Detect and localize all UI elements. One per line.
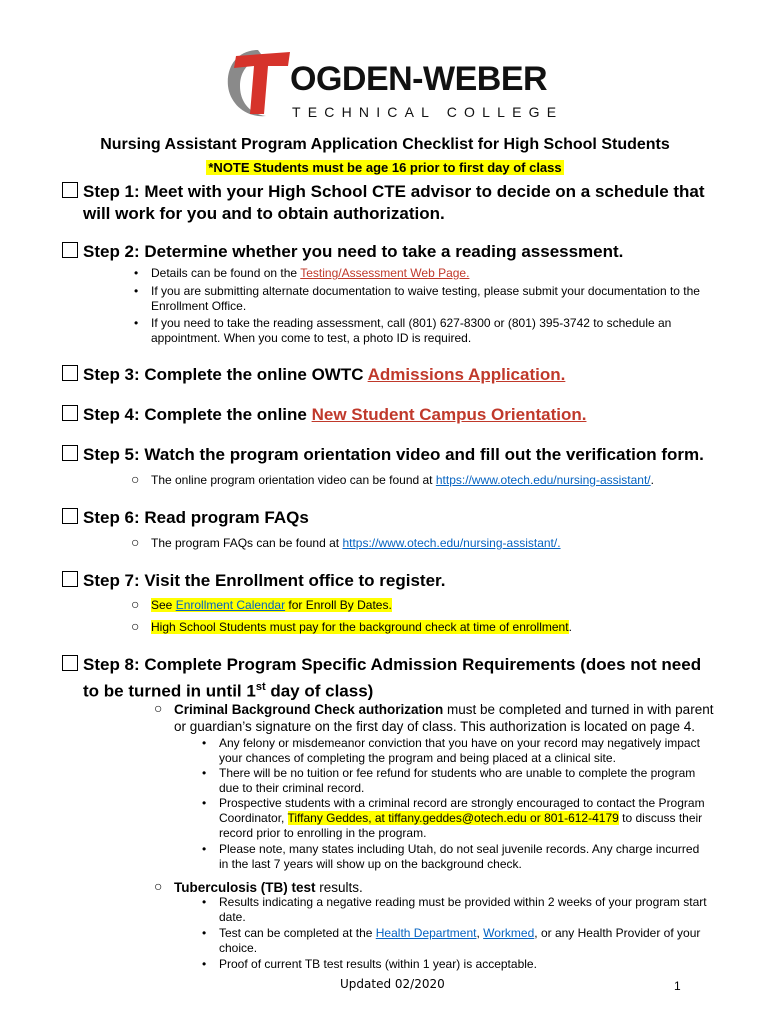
criminal-background-item: ○ Criminal Background Check authorization must be completed and turned in with parent or guardian’s signature on the first day of class. This authorization is located on page 4. [154,700,714,734]
step-8: Step 8: Complete Program Specific Admission Requirements (does not need to be turned in until 1st day of class) [62,654,701,703]
step-5-checkbox[interactable] [62,445,78,461]
age-note-text: *NOTE Students must be age 16 prior to first day of class [208,160,562,175]
step-7 [62,570,445,592]
page-number: 1 [674,979,681,993]
step-7-checkbox[interactable] [62,571,78,587]
health-department-link[interactable]: Health Department [375,926,477,940]
step-1 [62,181,705,225]
tb-bullet-3: • Proof of current TB test results (within 1 year) is acceptable. [202,957,537,971]
college-logo [220,44,564,122]
campus-orientation-link[interactable]: New Student Campus Orientation. [311,405,587,424]
tb-bullet-1: • Results indicating a negative reading must be provided within 2 weeks of your program start date. [202,895,707,924]
step-6 [62,507,309,529]
enrollment-calendar-link[interactable]: Enrollment Calendar [175,598,286,612]
step-1-line-2: will work for you and to obtain authorization. [83,204,445,223]
step-5-item: ○ The online program orientation video can be found at https://www.otech.edu/nursing-assistant/. [131,471,654,487]
step-1-checkbox[interactable] [62,182,78,198]
step-5-text: Step 5: Watch the program orientation video and fill out the verification form. [83,445,704,464]
age-note [0,159,770,177]
step-2-bullet-3: • If you need to take the reading assessment, call (801) 627-8300 or (801) 395-3742 to schedule an appointment. When you come to test, a photo ID is required. [134,316,672,345]
step-6-checkbox[interactable] [62,508,78,524]
orientation-video-link[interactable]: https://www.otech.edu/nursing-assistant/ [435,473,651,487]
step-3-checkbox[interactable] [62,365,78,381]
faq-link[interactable]: https://www.otech.edu/nursing-assistant/. [342,536,561,550]
step-7-text: Step 7: Visit the Enrollment office to register. [83,571,446,590]
cbc-bullet-2: • There will be no tuition or fee refund for students who are unable to complete the program due to their criminal record. [202,766,696,795]
step-7-item-2: ○ High School Students must pay for the background check at time of enrollment. [131,618,572,634]
tb-test-item: ○ Tuberculosis (TB) test results. [154,878,363,895]
cbc-bullet-4: • Please note, many states including Utah, do not seal juvenile records. Any charge incurred in the last 7 years will show up on the background check. [202,842,700,871]
step-5 [62,444,704,466]
step-4-checkbox[interactable] [62,405,78,421]
step-1-line-1: Step 1: Meet with your High School CTE advisor to decide on a schedule that [83,182,705,201]
step-2-bullet-1: • Details can be found on the Testing/Assessment Web Page. [134,266,470,280]
step-3: Step 3: Complete the online OWTC Admissions Application. [62,364,565,386]
logo-name: OGDEN-WEBER [290,60,548,98]
step-2-text: Step 2: Determine whether you need to take a reading assessment. [83,242,624,261]
step-7-item-1: ○ See Enrollment Calendar for Enroll By Dates. [131,596,392,612]
step-8-checkbox[interactable] [62,655,78,671]
tb-bullet-2: • Test can be completed at the Health Department, Workmed, or any Health Provider of your choice. [202,926,701,955]
step-2-checkbox[interactable] [62,242,78,258]
updated-date: Updated 02/2020 [340,977,445,991]
coordinator-contact: Tiffany Geddes, at tiffany.geddes@otech.edu or 801-612-4179 [287,811,619,825]
step-2-bullet-2: • If you are submitting alternate documentation to waive testing, please submit your documentation to the Enrollment Office. [134,284,700,313]
testing-assessment-link[interactable]: Testing/Assessment Web Page. [300,266,470,280]
admissions-application-link[interactable]: Admissions Application. [367,365,566,384]
logo-t-icon [220,44,296,122]
cbc-bullet-3: • Prospective students with a criminal record are strongly encouraged to contact the Program Coordinator, Tiffany Geddes, at tiffany.geddes@otech.edu or 801-612-4179 to discuss their record prior to enrolling in the program. [202,796,705,840]
step-6-item: ○ The program FAQs can be found at https://www.otech.edu/nursing-assistant/. [131,534,561,550]
workmed-link[interactable]: Workmed [483,926,535,940]
page-title: Nursing Assistant Program Application Checklist for High School Students [100,136,670,153]
step-4: Step 4: Complete the online New Student Campus Orientation. [62,404,586,426]
logo-subtitle: TECHNICAL COLLEGE [292,104,564,120]
step-2 [62,241,623,263]
cbc-bullet-1: • Any felony or misdemeanor conviction that you have on your record may negatively impact your chances of completing the program and being placed at a clinical site. [202,736,700,765]
step-6-text: Step 6: Read program FAQs [83,508,309,527]
